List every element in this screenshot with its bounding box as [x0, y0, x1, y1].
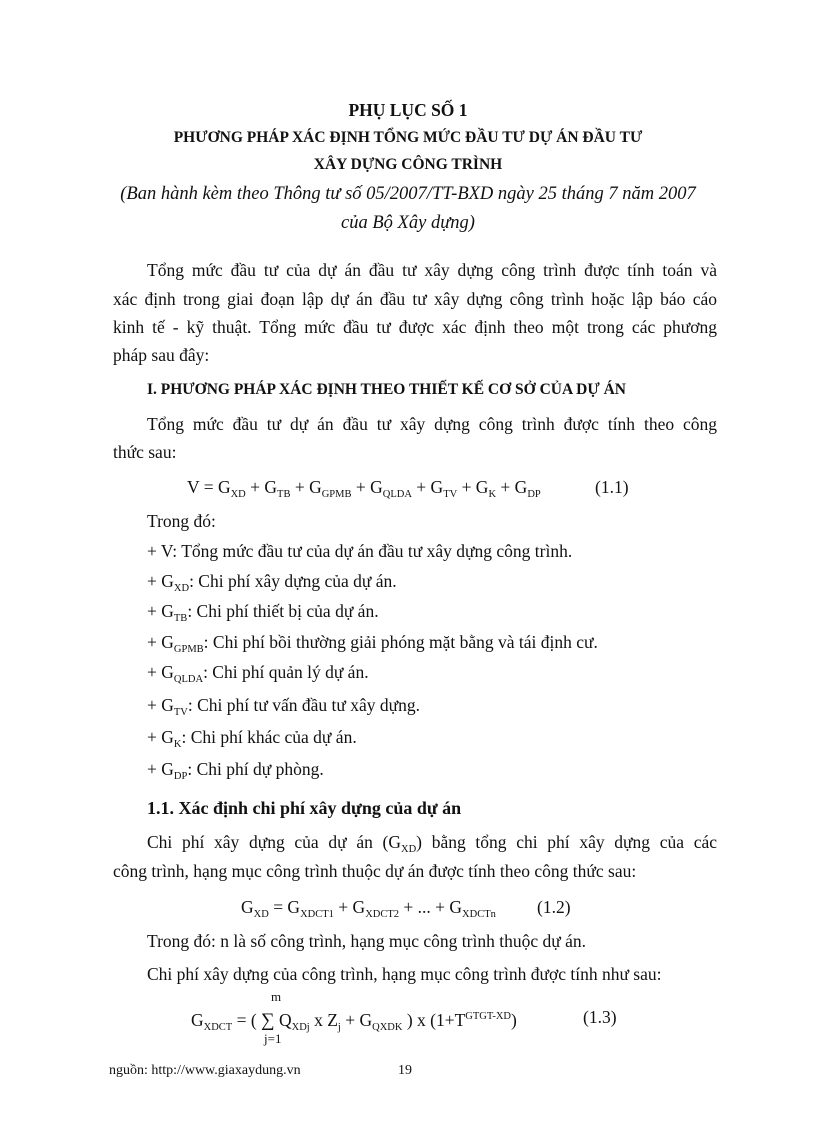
issued-note-line1: (Ban hành kèm theo Thông tư số 05/2007/TT-BXD ngày 25 tháng 7 năm 2007: [120, 184, 696, 204]
appendix-title: PHỤ LỤC SỐ 1: [348, 100, 468, 120]
formula-1-1-number: (1.1): [595, 477, 629, 497]
definition-ggpmb: + $G_{GPMB}$: Chi phí bồi thường giải phóng mặt bằng và tái định cư.: [147, 632, 598, 655]
sum-lower-limit: j=1: [264, 1031, 282, 1046]
intro-line-4: pháp sau đây:: [113, 345, 210, 365]
formula-1-3-number: (1.3): [583, 1007, 617, 1027]
formula-1-2: $G_{XD} = G_{XDCT1} + G_{XDCT2}$ + ... + $G_{XDCTn}$: [241, 897, 496, 920]
section-1-1-paragraph-line1: Chi phí xây dựng của dự án $(G_{XD})$ bằng tổng chi phí xây dựng của các: [147, 832, 717, 855]
definition-gdp: + $G_{DP}$: Chi phí dự phòng.: [147, 759, 324, 782]
section-1-1-heading: 1.1. Xác định chi phí xây dựng của dự án: [147, 798, 462, 818]
where-n-note: Trong đó: n là số công trình, hạng mục công trình thuộc dự án.: [147, 931, 586, 951]
page-number: 19: [398, 1063, 412, 1078]
definition-v: + V: Tổng mức đầu tư của dự án đầu tư xây dựng công trình.: [147, 541, 573, 561]
definition-gk: + $G_K$: Chi phí khác của dự án.: [147, 727, 357, 750]
definition-gxd: + $G_{XD}$: Chi phí xây dựng của dự án.: [147, 571, 397, 594]
formula-1-1: $V = G_{XD} + G_{TB} + G_{GPMB} + G_{QLDA} + G_{TV} + G_K + G_{DP}$: [187, 477, 541, 500]
definition-gqlda: + $G_{QLDA}$: Chi phí quản lý dự án.: [147, 662, 369, 685]
document-title-line2: XÂY DỰNG CÔNG TRÌNH: [313, 156, 503, 173]
document-title-line1: PHƯƠNG PHÁP XÁC ĐỊNH TỔNG MỨC ĐẦU TƯ DỰ ÁN ĐẦU TƯ: [173, 129, 643, 146]
section-1-1-paragraph-line2: công trình, hạng mục công trình thuộc dự án được tính theo công thức sau:: [113, 861, 637, 881]
formula-1-3: $G_{XDCT}$ = ( ∑ $Q_{XDj}$ x $Z_j + G_{QXDK}$ ) x $(1+T^{GTGT-XD})$: [191, 1010, 517, 1033]
definition-gtv: + $G_{TV}$: Chi phí tư vấn đầu tư xây dựng.: [147, 695, 421, 718]
formula-1-2-number: (1.2): [537, 897, 571, 917]
issued-note-line2: của Bộ Xây dựng): [341, 213, 475, 233]
definition-gtb: + $G_{TB}$: Chi phí thiết bị của dự án.: [147, 601, 379, 624]
section-1-paragraph-line1: Tổng mức đầu tư dự án đầu tư xây dựng công trình được tính theo công: [147, 414, 717, 434]
footer-source: nguồn: http://www.giaxaydung.vn: [109, 1063, 301, 1078]
intro-line-2: xác định trong giai đoạn lập dự án đầu tư xây dựng công trình hoặc lập báo cáo: [113, 289, 717, 309]
section-1-1-paragraph-2: Chi phí xây dựng của công trình, hạng mục công trình được tính như sau:: [147, 964, 662, 984]
section-1-heading: I. PHƯƠNG PHÁP XÁC ĐỊNH THEO THIẾT KẾ CƠ SỞ CỦA DỰ ÁN: [147, 381, 626, 398]
intro-line-1: Tổng mức đầu tư của dự án đầu tư xây dựng công trình được tính toán và: [147, 260, 717, 280]
section-1-paragraph-line2: thức sau:: [113, 442, 177, 462]
intro-line-3: kinh tế - kỹ thuật. Tổng mức đầu tư được xác định theo một trong các phương: [113, 317, 717, 337]
where-label: Trong đó:: [147, 511, 216, 531]
sum-upper-limit: m: [271, 989, 282, 1004]
